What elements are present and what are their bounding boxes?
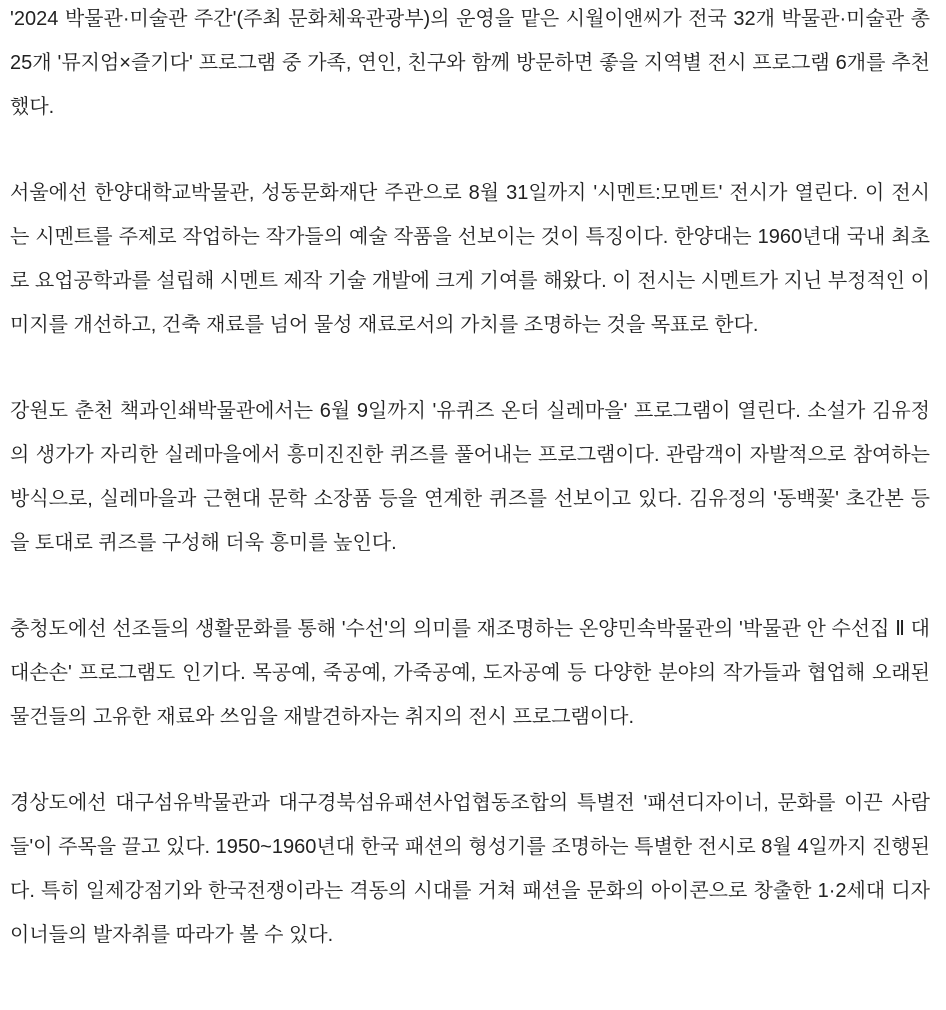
article-paragraph-gangwon: 강원도 춘천 책과인쇄박물관에서는 6월 9일까지 '유퀴즈 온더 실레마을' 프로그램이 열린다. 소설가 김유정의 생가가 자리한 실레마을에서 흥미진진한 퀴즈를 풀어내는 프로그램이다. 관람객이 자발적으로 참여하는 방식으로, 실레마을과 근현대 문학 소장품 등을 연계한 퀴즈를 선보이고 있다. 김유정의 '동백꽃' 초간본 등을 토대로 퀴즈를 구성해 더욱 흥미를 높인다. (10, 400, 930, 554)
article-paragraph-gyeongsang: 경상도에선 대구섬유박물관과 대구경북섬유패션사업협동조합의 특별전 '패션디자이너, 문화를 이끈 사람들'이 주목을 끌고 있다. 1950~1960년대 한국 패션의 형성기를 조명하는 특별한 전시로 8월 4일까지 진행된다. 특히 일제강점기와 한국전쟁이라는 격동의 시대를 거쳐 패션을 문화의 아이콘으로 창출한 1·2세대 디자이너들의 발자취를 따라가 볼 수 있다. (10, 792, 930, 946)
article-paragraph-chungcheong: 충청도에선 선조들의 생활문화를 통해 '수선'의 의미를 재조명하는 온양민속박물관의 '박물관 안 수선집 Ⅱ 대대손손' 프로그램도 인기다. 목공예, 죽공예, 가죽공예, 도자공예 등 다양한 분야의 작가들과 협업해 오래된 물건들의 고유한 재료와 쓰임을 재발견하자는 취지의 전시 프로그램이다. (10, 618, 930, 728)
article-body (10, 0, 930, 957)
article-paragraph-intro: '2024 박물관·미술관 주간'(주최 문화체육관광부)의 운영을 맡은 시월이앤씨가 전국 32개 박물관·미술관 총 25개 '뮤지엄×즐기다' 프로그램 중 가족, 연인, 친구와 함께 방문하면 좋을 지역별 전시 프로그램 6개를 추천했다. (10, 8, 930, 118)
article-paragraph-seoul: 서울에선 한양대학교박물관, 성동문화재단 주관으로 8월 31일까지 '시멘트:모멘트' 전시가 열린다. 이 전시는 시멘트를 주제로 작업하는 작가들의 예술 작품을 선보이는 것이 특징이다. 한양대는 1960년대 국내 최초로 요업공학과를 설립해 시멘트 제작 기술 개발에 크게 기여를 해왔다. 이 전시는 시멘트가 지닌 부정적인 이미지를 개선하고, 건축 재료를 넘어 물성 재료로서의 가치를 조명하는 것을 목표로 한다. (10, 182, 930, 336)
